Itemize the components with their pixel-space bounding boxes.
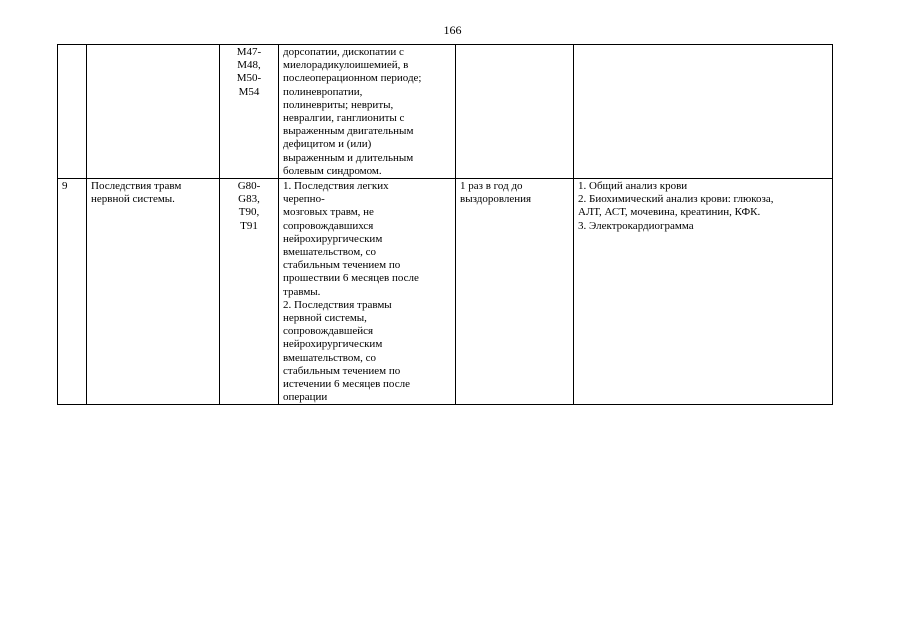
icd-codes-line: G80- xyxy=(237,180,261,193)
icd-codes-cell xyxy=(220,179,279,405)
description-line: операции xyxy=(283,391,328,404)
description-line: нервной системы, xyxy=(283,312,367,325)
description-line: полиневропатии, xyxy=(283,85,363,98)
description-line: истечении 6 месяцев после xyxy=(283,378,410,391)
description-line: стабильным течением по xyxy=(283,259,401,272)
description-line: 1. Последствия легких xyxy=(283,180,389,193)
icd-codes-line: M47- xyxy=(236,46,262,58)
analyses-cell xyxy=(574,179,833,405)
row-number-cell: 9 xyxy=(58,179,87,405)
description-line: миелорадикулоишемией, в xyxy=(283,59,409,72)
condition-name-cell xyxy=(87,179,220,405)
description-line: нейрохирургическим xyxy=(283,338,383,351)
icd-codes-line: M50- xyxy=(236,72,262,85)
description-line: невралгии, ганглиониты с xyxy=(283,112,405,125)
description-line: сопровождавшихся xyxy=(283,219,374,232)
condition-name-line: Последствия травм xyxy=(91,180,182,193)
analyses-line: АЛТ, АСТ, мочевина, креатинин, КФК. xyxy=(578,206,761,219)
description-line: послеоперационном периоде; xyxy=(283,72,422,85)
condition-name-cell xyxy=(87,45,220,179)
icd-codes-line: M48, xyxy=(237,59,261,72)
icd-codes-cell xyxy=(220,45,279,179)
analyses-line: 1. Общий анализ крови xyxy=(578,180,688,193)
icd-codes-line: T90, xyxy=(238,206,260,219)
condition-name-line: нервной системы. xyxy=(91,193,175,206)
frequency-cell xyxy=(456,179,574,405)
row-number-cell xyxy=(58,45,87,179)
description-line: выраженным двигательным xyxy=(283,125,414,138)
description-line: выраженным и длительным xyxy=(283,151,414,164)
description-cell xyxy=(279,179,456,405)
description-line: вмешательством, со xyxy=(283,351,377,364)
description-line: болевым синдромом. xyxy=(283,164,382,177)
description-line: сопровождавшейся xyxy=(283,325,374,338)
description-line: нейрохирургическим xyxy=(283,232,383,245)
description-line: прошествии 6 месяцев после xyxy=(283,272,419,285)
description-line: полиневриты; невриты, xyxy=(283,98,394,111)
table-row xyxy=(58,179,833,405)
page-number: 166 xyxy=(443,23,462,37)
analyses-line: 2. Биохимический анализ крови: глюкоза, xyxy=(578,193,774,206)
analyses-cell xyxy=(574,45,833,179)
description-line: вмешательством, со xyxy=(283,246,377,259)
frequency-line: 1 раз в год до xyxy=(460,180,523,193)
disease-table xyxy=(57,44,833,405)
description-line: травмы. xyxy=(283,285,321,298)
frequency-cell xyxy=(456,45,574,179)
description-line: мозговых травм, не xyxy=(283,206,374,219)
description-line: дорсопатии, дископатии с xyxy=(283,46,404,58)
icd-codes-line: T91 xyxy=(240,219,258,232)
description-line: дефицитом и (или) xyxy=(283,138,372,151)
description-line: черепно- xyxy=(283,193,325,206)
frequency-line: выздоровления xyxy=(460,193,532,206)
icd-codes-line: G83, xyxy=(238,193,260,206)
description-line: стабильным течением по xyxy=(283,364,401,377)
table-row xyxy=(58,45,833,179)
icd-codes-line: M54 xyxy=(238,85,260,98)
table-body xyxy=(58,45,833,405)
description-line: 2. Последствия травмы xyxy=(283,298,392,311)
analyses-line: 3. Электрокардиограмма xyxy=(578,219,694,232)
description-cell xyxy=(279,45,456,179)
